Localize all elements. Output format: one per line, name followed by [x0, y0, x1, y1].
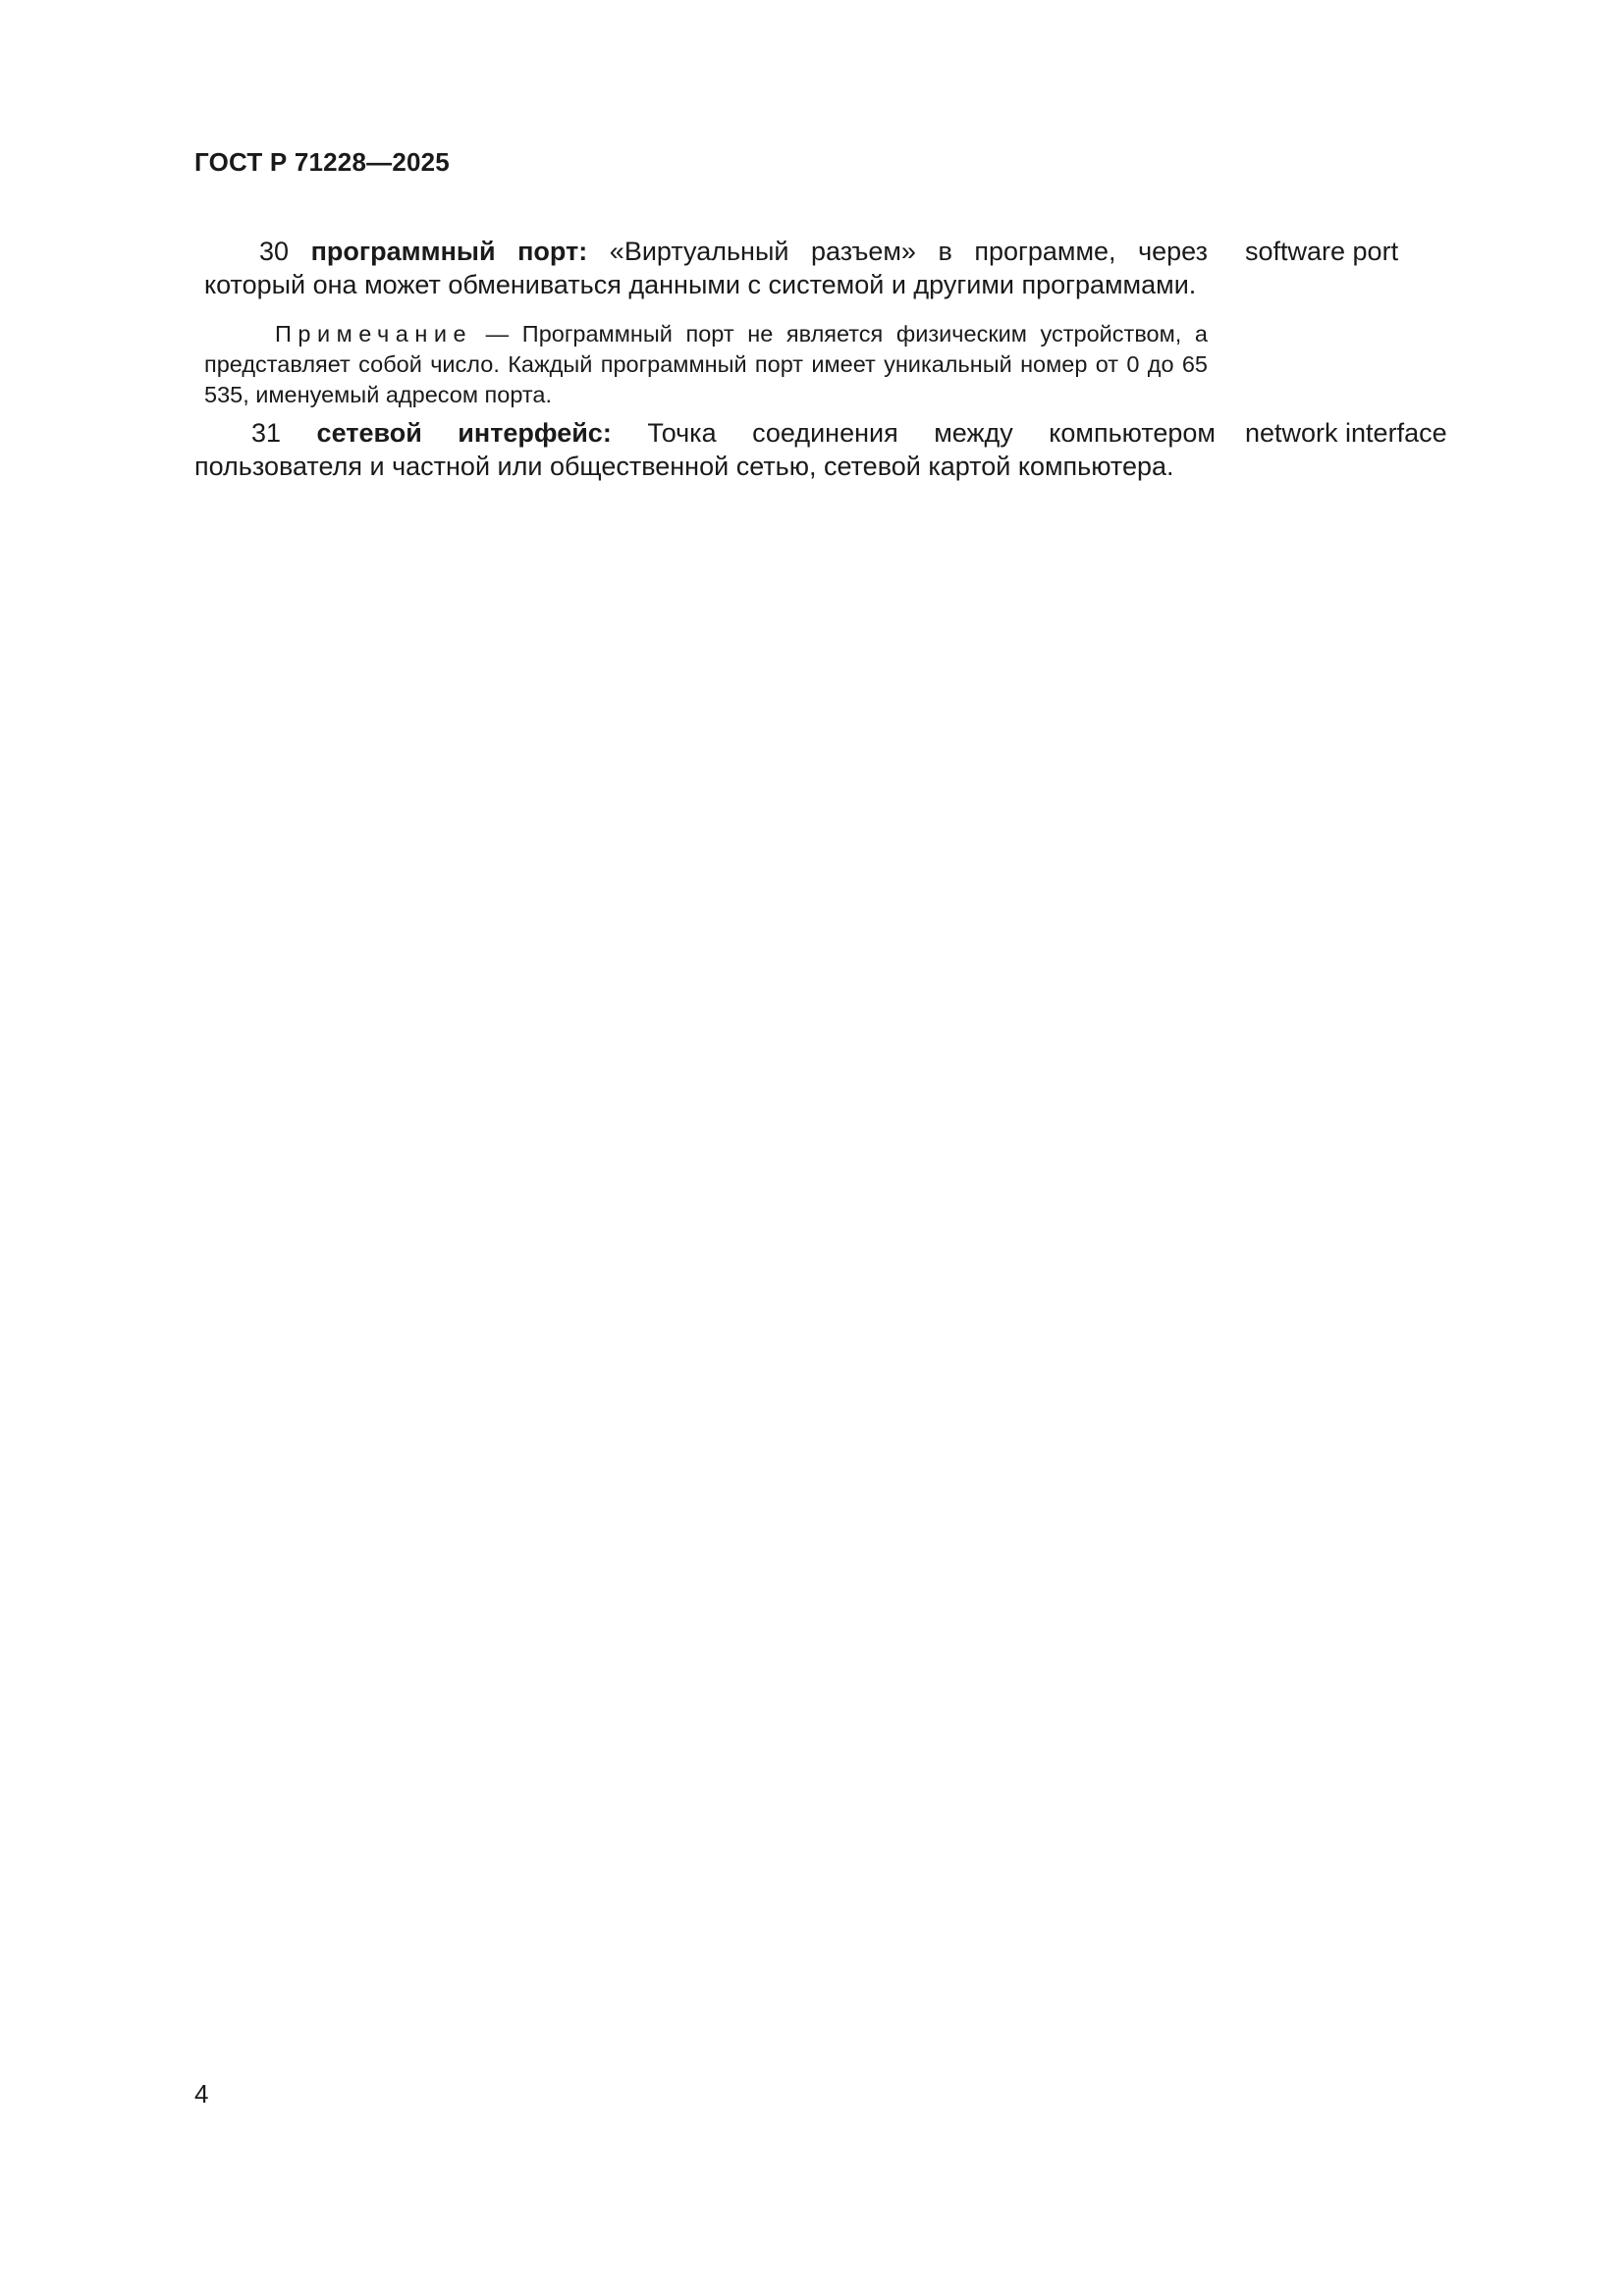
term-entry-31: [194, 416, 1216, 483]
term-note: [204, 319, 1208, 410]
term-definition: Точка соединения между компьютером пользователя и частной или общественной сетью, сетевой картой компьютера.: [194, 418, 1216, 481]
term-number: 30: [259, 237, 290, 266]
term-paragraph: [194, 416, 1216, 483]
term-definition: «Виртуальный разъем» в программе, через который она может обмениваться данными с системой и другими программами.: [204, 237, 1208, 299]
page-number: 4: [194, 2079, 209, 2109]
term-english-equivalent: network interface: [1245, 418, 1447, 448]
note-text: — Программный порт не является физическим устройством, а представляет собой число. Каждый программный порт имеет уникальный номер от 0 до 65 535, именуемый адресом порта.: [204, 321, 1208, 407]
term-number: 31: [251, 418, 282, 448]
term-paragraph: [204, 235, 1208, 301]
note-label: Примечание: [275, 321, 473, 347]
document-header: ГОСТ Р 71228—2025: [194, 147, 450, 177]
term-entry-30: [204, 235, 1208, 301]
term-name: сетевой интерфейс:: [316, 418, 612, 448]
term-name: программный порт:: [310, 237, 588, 266]
term-english-equivalent: software port: [1245, 237, 1399, 266]
